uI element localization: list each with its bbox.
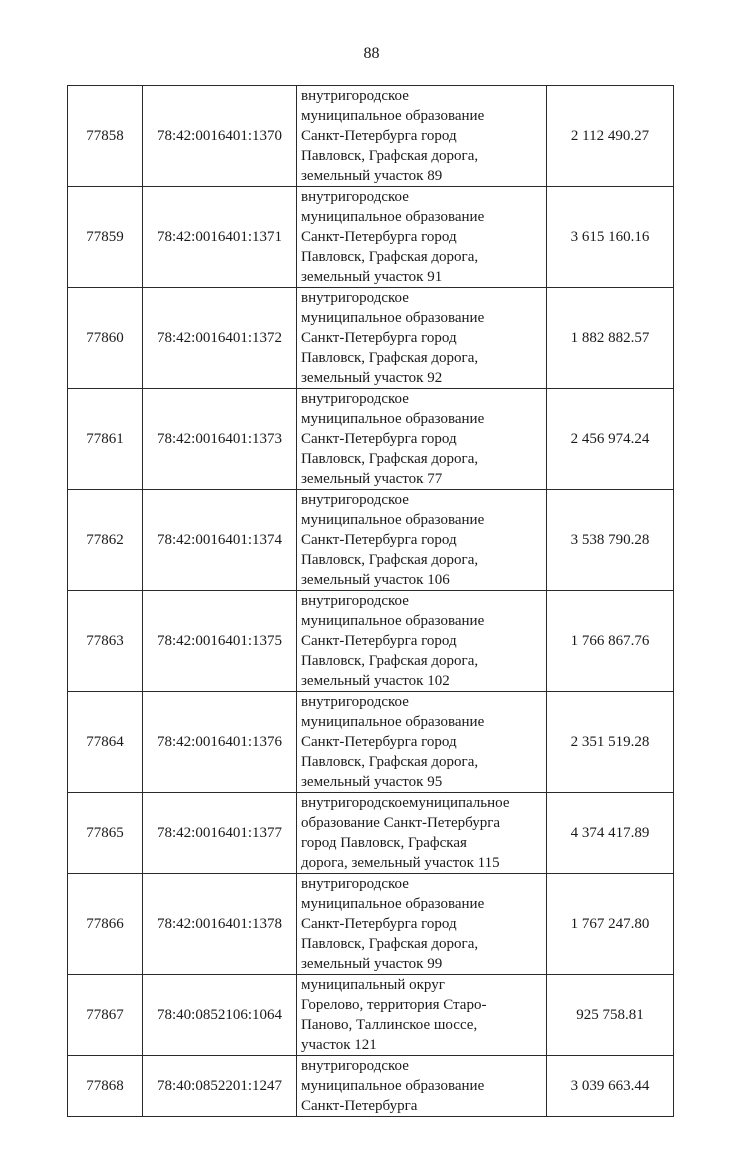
table-row (68, 1056, 674, 1117)
address-line: Санкт-Петербурга город (301, 330, 457, 346)
address-line: муниципальное образование (301, 108, 485, 124)
address-line: муниципальное образование (301, 1078, 485, 1094)
table-row (68, 591, 674, 692)
address-cell (297, 490, 547, 591)
address-line: муниципальное образование (301, 714, 485, 730)
cadastral-number-cell: 78:40:0852106:1064 (143, 975, 297, 1056)
cadastral-number-cell: 78:42:0016401:1375 (143, 591, 297, 692)
address-cell (297, 389, 547, 490)
row-number-cell: 77864 (68, 692, 143, 793)
address-line: внутригородскоемуниципальное (301, 795, 510, 811)
address-line: Павловск, Графская дорога, (301, 552, 479, 568)
address-line: Санкт-Петербурга город (301, 128, 457, 144)
address-line: внутригородское (301, 1058, 409, 1074)
address-line: внутригородское (301, 88, 409, 104)
cadastral-number-cell: 78:42:0016401:1378 (143, 874, 297, 975)
address-line: земельный участок 95 (301, 774, 443, 790)
table-row (68, 793, 674, 874)
cadastral-value-cell: 2 112 490.27 (547, 86, 674, 187)
row-number-cell: 77868 (68, 1056, 143, 1117)
address-line: Паново, Таллинское шоссе, (301, 1017, 478, 1033)
table-row (68, 874, 674, 975)
address-line: Павловск, Графская дорога, (301, 350, 479, 366)
cadastral-value-cell: 1 766 867.76 (547, 591, 674, 692)
cadastral-value-cell: 1 882 882.57 (547, 288, 674, 389)
address-cell (297, 793, 547, 874)
table-row (68, 975, 674, 1056)
address-line: Санкт-Петербурга город (301, 734, 457, 750)
address-cell (297, 692, 547, 793)
address-line: муниципальное образование (301, 896, 485, 912)
address-line: земельный участок 77 (301, 471, 443, 487)
table-row (68, 490, 674, 591)
cadastral-number-cell: 78:42:0016401:1371 (143, 187, 297, 288)
address-line: муниципальное образование (301, 411, 485, 427)
row-number-cell: 77861 (68, 389, 143, 490)
address-line: земельный участок 102 (301, 673, 450, 689)
address-line: внутригородское (301, 492, 409, 508)
address-line: муниципальное образование (301, 310, 485, 326)
address-line: Павловск, Графская дорога, (301, 936, 479, 952)
cadastral-number-cell: 78:42:0016401:1374 (143, 490, 297, 591)
address-line: муниципальный округ (301, 977, 445, 993)
address-line: земельный участок 106 (301, 572, 450, 588)
row-number-cell: 77860 (68, 288, 143, 389)
row-number-cell: 77863 (68, 591, 143, 692)
row-number-cell: 77859 (68, 187, 143, 288)
row-number-cell: 77858 (68, 86, 143, 187)
cadastral-number-cell: 78:40:0852201:1247 (143, 1056, 297, 1117)
table-row (68, 692, 674, 793)
cadastral-value-cell: 2 456 974.24 (547, 389, 674, 490)
address-line: Павловск, Графская дорога, (301, 451, 479, 467)
land-plots-table (67, 85, 674, 1117)
row-number-cell: 77866 (68, 874, 143, 975)
cadastral-value-cell: 3 615 160.16 (547, 187, 674, 288)
address-line: земельный участок 91 (301, 269, 443, 285)
table-row (68, 288, 674, 389)
row-number-cell: 77865 (68, 793, 143, 874)
address-line: земельный участок 89 (301, 168, 443, 184)
address-line: Санкт-Петербурга (301, 1098, 418, 1114)
page-number: 88 (363, 45, 380, 62)
address-cell (297, 1056, 547, 1117)
cadastral-value-cell: 925 758.81 (547, 975, 674, 1056)
address-cell (297, 86, 547, 187)
cadastral-number-cell: 78:42:0016401:1377 (143, 793, 297, 874)
address-line: земельный участок 92 (301, 370, 443, 386)
cadastral-number-cell: 78:42:0016401:1373 (143, 389, 297, 490)
address-line: муниципальное образование (301, 613, 485, 629)
address-cell (297, 187, 547, 288)
address-line: образование Санкт-Петербурга (301, 815, 501, 831)
address-line: Санкт-Петербурга город (301, 633, 457, 649)
address-line: земельный участок 99 (301, 956, 443, 972)
cadastral-value-cell: 2 351 519.28 (547, 692, 674, 793)
cadastral-value-cell: 3 039 663.44 (547, 1056, 674, 1117)
address-line: внутригородское (301, 189, 409, 205)
address-line: Санкт-Петербурга город (301, 229, 457, 245)
address-line: Павловск, Графская дорога, (301, 249, 479, 265)
address-line: Павловск, Графская дорога, (301, 653, 479, 669)
address-line: Санкт-Петербурга город (301, 532, 457, 548)
address-line: дорога, земельный участок 115 (301, 855, 500, 871)
table-row (68, 389, 674, 490)
cadastral-number-cell: 78:42:0016401:1376 (143, 692, 297, 793)
address-cell (297, 874, 547, 975)
row-number-cell: 77867 (68, 975, 143, 1056)
address-line: внутригородское (301, 694, 409, 710)
address-line: Санкт-Петербурга город (301, 431, 457, 447)
cadastral-value-cell: 3 538 790.28 (547, 490, 674, 591)
address-line: внутригородское (301, 876, 409, 892)
cadastral-value-cell: 4 374 417.89 (547, 793, 674, 874)
address-line: внутригородское (301, 391, 409, 407)
address-line: муниципальное образование (301, 209, 485, 225)
table-body (68, 86, 674, 1117)
address-line: участок 121 (301, 1037, 377, 1053)
cadastral-number-cell: 78:42:0016401:1372 (143, 288, 297, 389)
cadastral-number-cell: 78:42:0016401:1370 (143, 86, 297, 187)
address-cell (297, 288, 547, 389)
address-line: внутригородское (301, 593, 409, 609)
address-cell (297, 975, 547, 1056)
address-line: город Павловск, Графская (301, 835, 467, 851)
address-cell (297, 591, 547, 692)
address-line: Горелово, территория Старо- (301, 997, 487, 1013)
address-line: Павловск, Графская дорога, (301, 148, 479, 164)
address-line: муниципальное образование (301, 512, 485, 528)
row-number-cell: 77862 (68, 490, 143, 591)
address-line: Павловск, Графская дорога, (301, 754, 479, 770)
cadastral-value-cell: 1 767 247.80 (547, 874, 674, 975)
table-row (68, 86, 674, 187)
address-line: внутригородское (301, 290, 409, 306)
address-line: Санкт-Петербурга город (301, 916, 457, 932)
table-row (68, 187, 674, 288)
